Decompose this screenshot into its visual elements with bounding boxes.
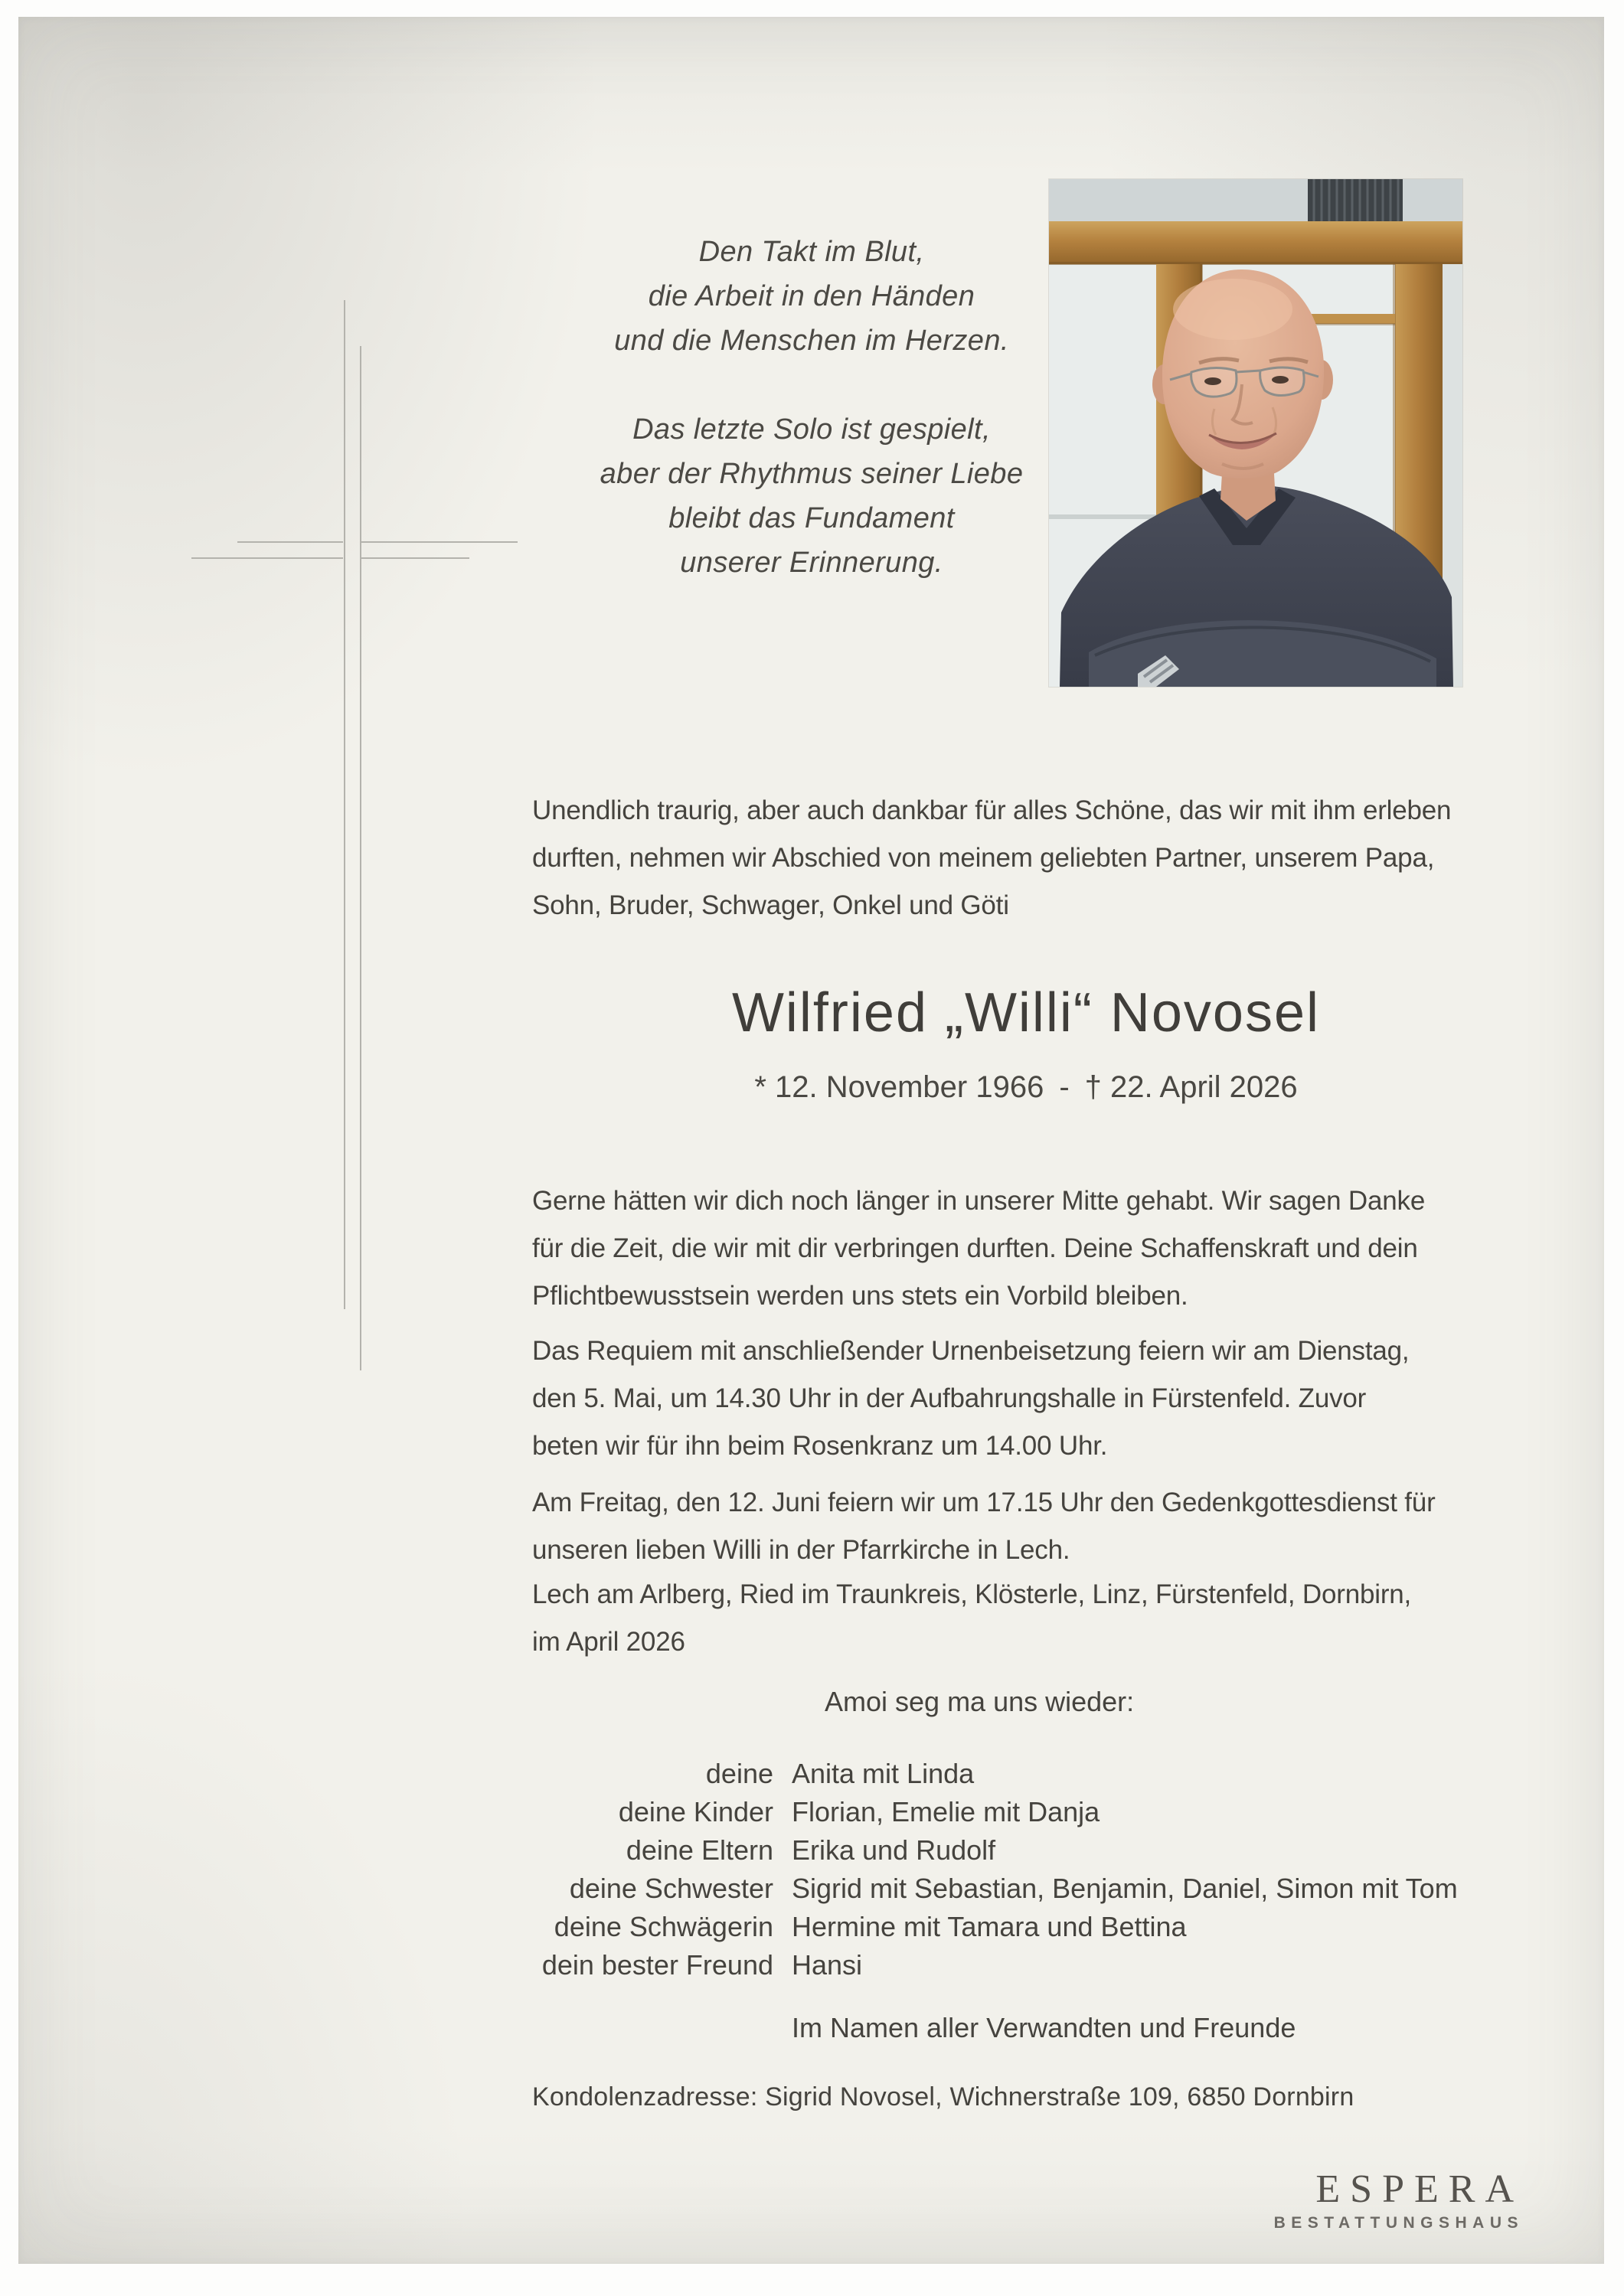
- poem-line: aber der Rhythmus seiner Liebe: [600, 458, 1024, 490]
- relation-names: Sigrid mit Sebastian, Benjamin, Daniel, Simon mit Tom: [792, 1873, 1458, 1904]
- poem-line: unserer Erinnerung.: [680, 547, 943, 579]
- text-line: beten wir für ihn beim Rosenkranz um 14.00 Uhr.: [532, 1431, 1108, 1461]
- relation-label: deine: [705, 1758, 773, 1789]
- text-line: Unendlich traurig, aber auch dankbar für alles Schöne, das wir mit ihm erleben: [532, 795, 1452, 825]
- text-line: für die Zeit, die wir mit dir verbringen durften. Deine Schaffenskraft und dein: [532, 1233, 1418, 1263]
- relation-names: Hermine mit Tamara und Bettina: [792, 1911, 1187, 1942]
- poem-line: Den Takt im Blut,: [698, 236, 925, 268]
- text-line: unseren lieben Willi in der Pfarrkirche in Lech.: [532, 1535, 1070, 1565]
- relation-names: Erika und Rudolf: [792, 1834, 996, 1866]
- text-line: im April 2026: [532, 1627, 685, 1657]
- intro-paragraph: [532, 787, 1451, 929]
- relation-label: deine Schwester: [569, 1873, 773, 1904]
- portrait-illustration: [1049, 179, 1462, 687]
- relation-names: Hansi: [792, 1949, 863, 1981]
- text-line: durften, nehmen wir Abschied von meinem geliebten Partner, unserem Papa,: [532, 843, 1435, 873]
- birth-date: * 12. November 1966: [754, 1070, 1044, 1104]
- poem-line: die Arbeit in den Händen: [648, 280, 975, 312]
- text-line: Lech am Arlberg, Ried im Traunkreis, Klösterle, Linz, Fürstenfeld, Dornbirn,: [532, 1579, 1412, 1609]
- closing-line: Im Namen aller Verwandten und Freunde: [792, 2012, 1296, 2043]
- places-paragraph: [532, 1571, 1411, 1666]
- family-row: [498, 1831, 1458, 1870]
- family-row: [498, 1870, 1458, 1908]
- farewell-line: Amoi seg ma uns wieder:: [825, 1686, 1135, 1717]
- requiem-paragraph: [532, 1328, 1409, 1470]
- cross-vertical-line: [360, 346, 361, 1370]
- cross-vertical-line: [344, 300, 345, 1309]
- poem-line: und die Menschen im Herzen.: [614, 325, 1009, 357]
- family-row: [498, 1908, 1458, 1946]
- date-separator: -: [1059, 1070, 1070, 1104]
- condolence-address: Kondolenzadresse: Sigrid Novosel, Wichnerstraße 109, 6850 Dornbirn: [532, 2082, 1354, 2111]
- family-row: [498, 1793, 1458, 1831]
- deceased-name: Wilfried „Willi“ Novosel: [731, 982, 1321, 1043]
- cross-horizontal-line: [191, 557, 343, 559]
- thanks-paragraph: [532, 1177, 1425, 1320]
- text-line: den 5. Mai, um 14.30 Uhr in der Aufbahrungshalle in Fürstenfeld. Zuvor: [532, 1383, 1367, 1413]
- relation-label: deine Kinder: [618, 1796, 773, 1827]
- family-row: [498, 1755, 1458, 1793]
- logo-subtitle: BESTATTUNGSHAUS: [1273, 2214, 1524, 2232]
- life-dates: [490, 1070, 1562, 1105]
- family-list: [498, 1755, 1458, 1984]
- funeral-home-logo: [1187, 2168, 1524, 2232]
- relation-names: Anita mit Linda: [792, 1758, 975, 1789]
- cross-horizontal-line: [237, 541, 343, 543]
- death-date: † 22. April 2026: [1084, 1070, 1298, 1104]
- memorial-service-paragraph: [532, 1479, 1436, 1574]
- relation-label: deine Eltern: [626, 1834, 773, 1866]
- window-blinds: [1308, 179, 1403, 224]
- relation-label: deine Schwägerin: [554, 1911, 773, 1942]
- portrait-photo: [1049, 179, 1462, 687]
- poem-line: Das letzte Solo ist gespielt,: [632, 413, 991, 446]
- text-line: Das Requiem mit anschließender Urnenbeisetzung feiern wir am Dienstag,: [532, 1336, 1410, 1366]
- text-line: Pflichtbewusstsein werden uns stets ein Vorbild bleiben.: [532, 1281, 1188, 1311]
- logo-name: ESPERA: [1315, 2167, 1524, 2211]
- family-row: [498, 1946, 1458, 1984]
- text-line: Sohn, Bruder, Schwager, Onkel und Göti: [532, 890, 1009, 920]
- relation-names: Florian, Emelie mit Danja: [792, 1796, 1100, 1827]
- text-line: Gerne hätten wir dich noch länger in unserer Mitte gehabt. Wir sagen Danke: [532, 1186, 1426, 1216]
- relation-label: dein bester Freund: [541, 1949, 773, 1981]
- poem-line: bleibt das Fundament: [668, 502, 955, 534]
- text-line: Am Freitag, den 12. Juni feiern wir um 17.15 Uhr den Gedenkgottesdienst für: [532, 1488, 1436, 1517]
